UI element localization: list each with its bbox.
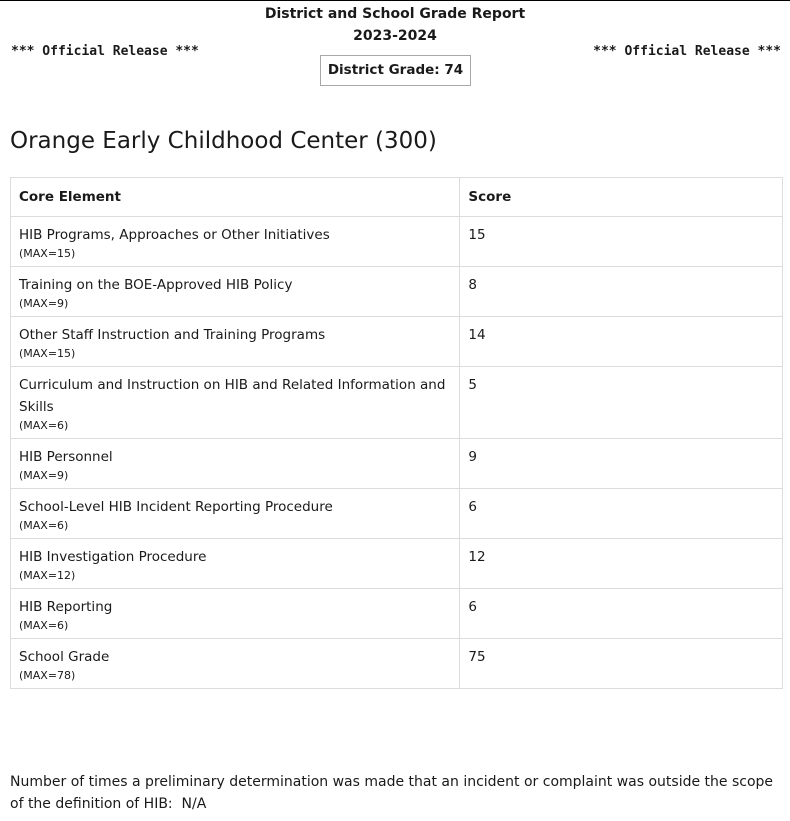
core-element-cell bbox=[11, 639, 460, 689]
table-header-row bbox=[11, 178, 783, 217]
table-row bbox=[11, 589, 783, 639]
core-element-max: (MAX=78) bbox=[19, 669, 76, 682]
table-row bbox=[11, 539, 783, 589]
core-element-max: (MAX=12) bbox=[19, 569, 76, 582]
core-element-name: School Grade bbox=[19, 649, 110, 665]
core-element-name: HIB Programs, Approaches or Other Initiatives bbox=[19, 227, 330, 243]
score-cell: 6 bbox=[460, 589, 783, 639]
score-cell: 12 bbox=[460, 539, 783, 589]
core-element-name: Curriculum and Instruction on HIB and Related Information and Skills bbox=[19, 377, 446, 415]
score-cell: 5 bbox=[460, 367, 783, 439]
score-cell: 9 bbox=[460, 439, 783, 489]
school-title: Orange Early Childhood Center (300) bbox=[10, 128, 437, 154]
core-element-name: HIB Personnel bbox=[19, 449, 113, 465]
core-element-cell bbox=[11, 439, 460, 489]
official-release-left: *** Official Release *** bbox=[11, 44, 199, 59]
score-cell: 75 bbox=[460, 639, 783, 689]
score-cell: 8 bbox=[460, 267, 783, 317]
core-element-cell bbox=[11, 367, 460, 439]
table-row bbox=[11, 317, 783, 367]
core-element-cell bbox=[11, 489, 460, 539]
score-cell: 15 bbox=[460, 217, 783, 267]
district-grade-value: 74 bbox=[444, 62, 464, 78]
table-row bbox=[11, 439, 783, 489]
core-element-name: HIB Investigation Procedure bbox=[19, 549, 207, 565]
core-element-max: (MAX=6) bbox=[19, 619, 69, 632]
core-element-max: (MAX=9) bbox=[19, 297, 69, 310]
table-row bbox=[11, 639, 783, 689]
core-element-table bbox=[10, 177, 783, 689]
report-year: 2023-2024 bbox=[353, 28, 437, 44]
district-grade-label: District Grade: bbox=[327, 62, 440, 78]
column-header-score: Score bbox=[460, 178, 783, 217]
official-release-right: *** Official Release *** bbox=[593, 44, 781, 59]
core-element-max: (MAX=15) bbox=[19, 347, 76, 360]
core-element-name: School-Level HIB Incident Reporting Procedure bbox=[19, 499, 333, 515]
top-rule bbox=[0, 0, 790, 1]
core-element-name: HIB Reporting bbox=[19, 599, 113, 615]
table-row bbox=[11, 217, 783, 267]
core-element-cell bbox=[11, 539, 460, 589]
core-element-name: Other Staff Instruction and Training Programs bbox=[19, 327, 326, 343]
core-element-max: (MAX=9) bbox=[19, 469, 69, 482]
core-element-cell bbox=[11, 589, 460, 639]
table-row bbox=[11, 367, 783, 439]
table-row bbox=[11, 489, 783, 539]
hib-scope-footnote bbox=[10, 771, 785, 815]
score-cell: 14 bbox=[460, 317, 783, 367]
core-element-cell bbox=[11, 217, 460, 267]
column-header-core-element: Core Element bbox=[11, 178, 460, 217]
core-element-cell bbox=[11, 267, 460, 317]
core-element-max: (MAX=6) bbox=[19, 419, 69, 432]
district-grade-box bbox=[320, 55, 471, 86]
core-element-max: (MAX=6) bbox=[19, 519, 69, 532]
core-element-name: Training on the BOE-Approved HIB Policy bbox=[19, 277, 293, 293]
core-element-max: (MAX=15) bbox=[19, 247, 76, 260]
core-element-cell bbox=[11, 317, 460, 367]
footnote-value: N/A bbox=[181, 796, 207, 812]
table-row bbox=[11, 267, 783, 317]
footnote-text: Number of times a preliminary determination was made that an incident or complaint was outside the scope of the definition of HIB: bbox=[10, 774, 774, 812]
report-title: District and School Grade Report bbox=[264, 6, 526, 22]
score-cell: 6 bbox=[460, 489, 783, 539]
